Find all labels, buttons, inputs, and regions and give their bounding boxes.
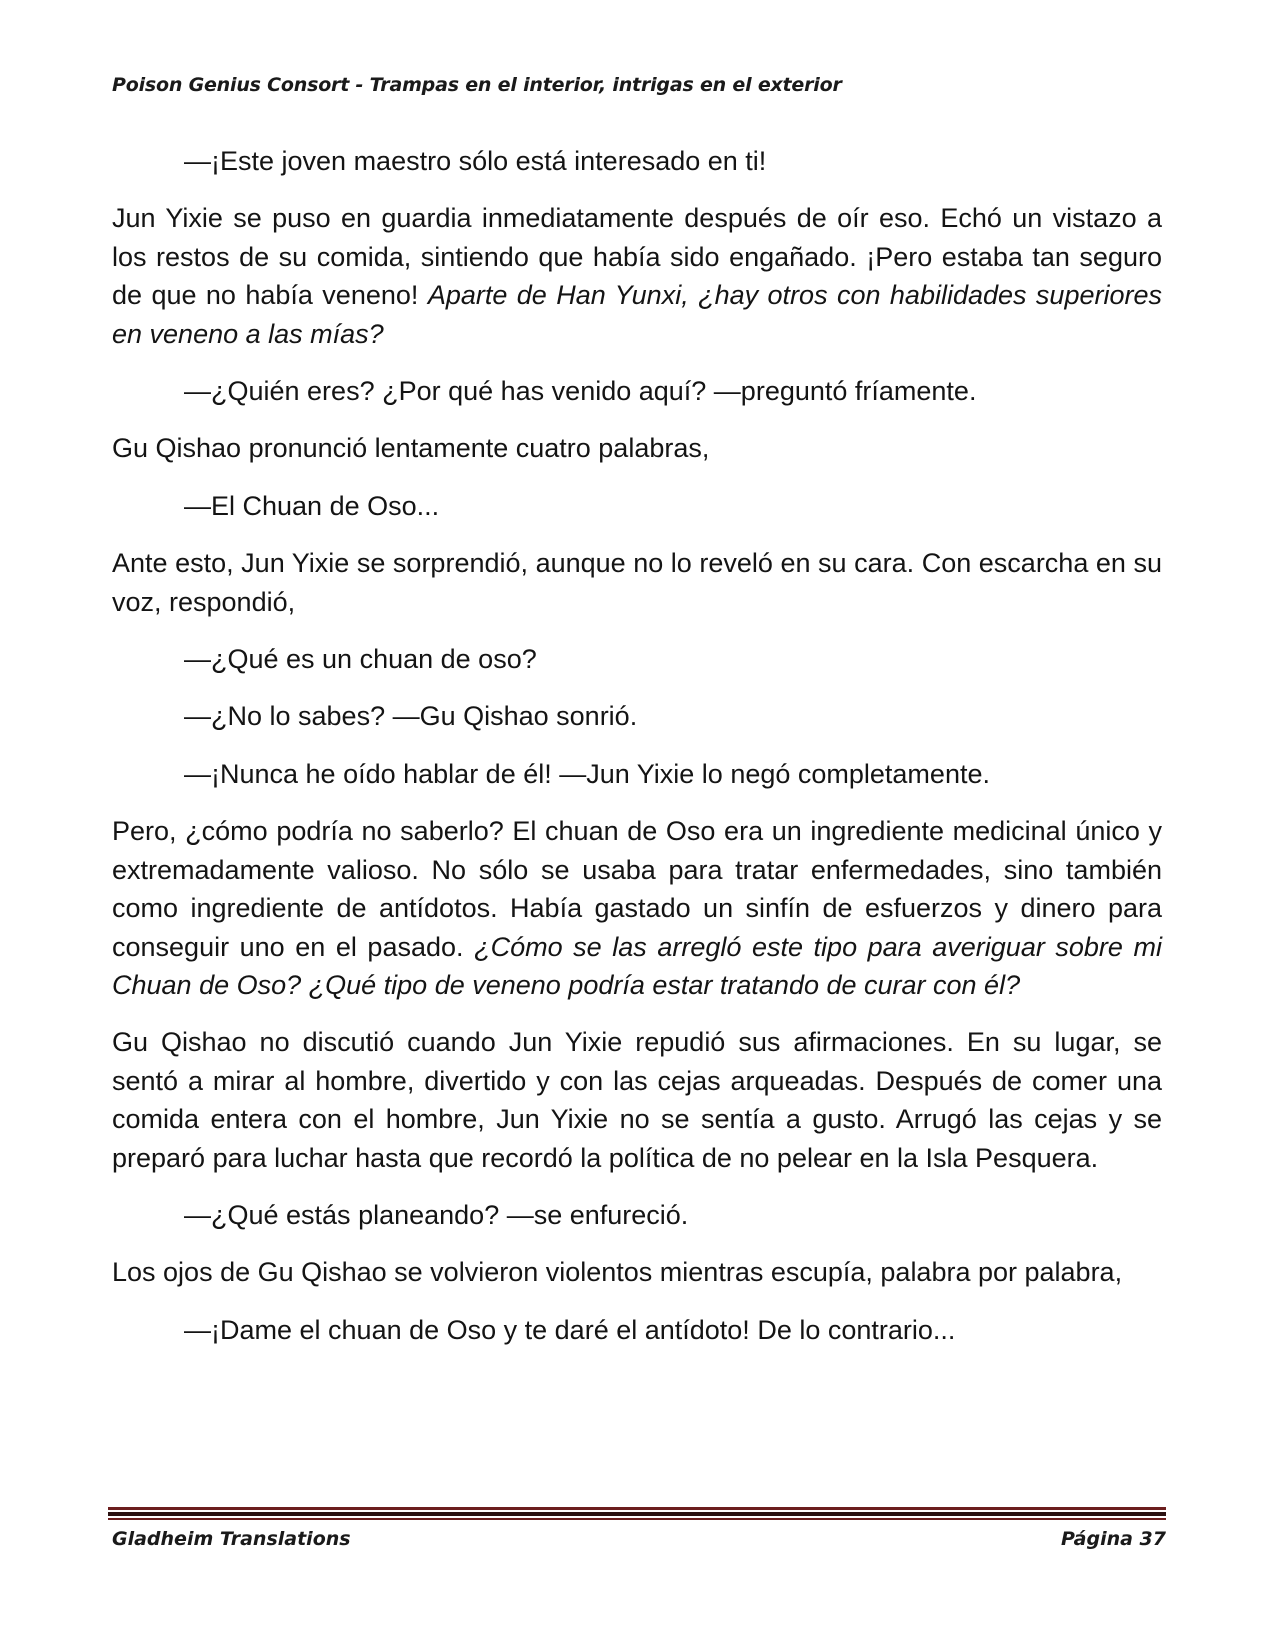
dialogue-paragraph: —¡Dame el chuan de Oso y te daré el antídoto! De lo contrario...: [184, 1314, 956, 1345]
footer-rule-bottom: [108, 1518, 1166, 1520]
narrative-paragraph: Ante esto, Jun Yixie se sorprendió, aunque no lo reveló en su cara. Con escarcha en su voz, respondió,: [112, 548, 1162, 617]
running-header: Poison Genius Consort - Trampas en el interior, intrigas en el exterior: [112, 74, 842, 96]
narrative-paragraph: Gu Qishao pronunció lentamente cuatro palabras,: [112, 433, 710, 464]
narrative-paragraph: Pero, ¿cómo podría no saberlo? El chuan de Oso era un ingrediente medicinal único y extremadamente valioso. No sólo se usaba para tratar enfermedades, sino también como ingrediente de antídotos. Había gastado un sinfín de esfuerzos y dinero para conseguir uno en el pasado. ¿Cómo se las arregló este tipo para averiguar sobre mi Chuan de Oso? ¿Qué tipo de veneno podría estar tratando de curar con él?: [112, 816, 1162, 1000]
page-number: Página 37: [1060, 1528, 1166, 1550]
inner-thought: ¿Cómo se las arregló este tipo para averiguar sobre mi Chuan de Oso? ¿Qué tipo de veneno podría estar tratando de curar con él?: [112, 931, 1162, 1000]
dialogue-paragraph: —¿Quién eres? ¿Por qué has venido aquí? —preguntó fríamente.: [184, 376, 977, 407]
narrative-paragraph: Jun Yixie se puso en guardia inmediatamente después de oír eso. Echó un vistazo a los restos de su comida, sintiendo que había sido engañado. ¡Pero estaba tan seguro de que no había veneno! Aparte de Han Yunxi, ¿hay otros con habilidades superiores en veneno a las mías?: [112, 203, 1162, 349]
body-text: [112, 142, 1162, 1368]
dialogue-paragraph: —¿Qué es un chuan de oso?: [184, 644, 537, 675]
footer-translator: Gladheim Translations: [112, 1528, 351, 1550]
narrative-paragraph: Gu Qishao no discutió cuando Jun Yixie repudió sus afirmaciones. En su lugar, se sentó a mirar al hombre, divertido y con las cejas arqueadas. Después de comer una comida entera con el hombre, Jun Yixie no se sentía a gusto. Arrugó las cejas y se preparó para luchar hasta que recordó la política de no pelear en la Isla Pesquera.: [112, 1027, 1162, 1173]
dialogue-paragraph: —¿No lo sabes? —Gu Qishao sonrió.: [184, 701, 638, 732]
narrative-paragraph: Los ojos de Gu Qishao se volvieron violentos mientras escupía, palabra por palabra,: [112, 1257, 1123, 1288]
dialogue-paragraph: —¡Nunca he oído hablar de él! —Jun Yixie lo negó completamente.: [184, 758, 990, 789]
dialogue-paragraph: —¿Qué estás planeando? —se enfureció.: [184, 1199, 689, 1230]
dialogue-paragraph: —¡Este joven maestro sólo está interesado en ti!: [184, 146, 767, 176]
dialogue-paragraph: —El Chuan de Oso...: [184, 490, 440, 521]
inner-thought: Aparte de Han Yunxi, ¿hay otros con habilidades superiores en veneno a las mías?: [112, 280, 1162, 349]
footer-rule-top: [108, 1507, 1166, 1510]
footer-rule-middle: [108, 1512, 1166, 1516]
